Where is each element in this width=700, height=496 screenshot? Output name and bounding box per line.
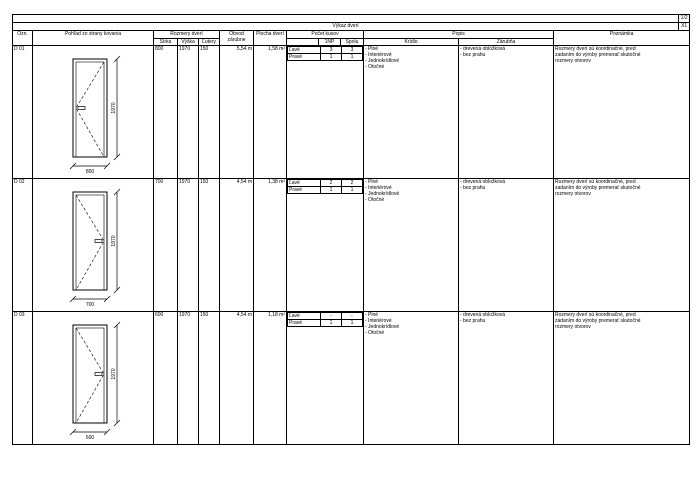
note-line: Rozmery dverí sú koordinačné, pred <box>555 46 636 52</box>
count-side-label: Pravé <box>288 54 321 61</box>
note-line: zadaním do výroby premerať skutočné <box>555 185 641 191</box>
door-elevation-drawing <box>33 46 154 178</box>
note-line: Rozmery dverí sú koordinačné, pred <box>555 312 636 318</box>
header-frame: Zárubňa <box>459 39 554 46</box>
door-elevation-drawing <box>33 179 154 311</box>
count-side-label: Pravé <box>288 320 321 327</box>
count-total-value: 3 <box>342 47 363 54</box>
door-height: 1970 <box>178 179 199 312</box>
door-thickness: 150 <box>199 312 220 445</box>
door-note <box>554 312 690 445</box>
count-floor-value: 1 <box>321 320 342 327</box>
frame-description-line: - drevená obložková <box>460 312 506 318</box>
door-width: 800 <box>154 46 178 179</box>
door-schedule-sheet <box>12 14 689 482</box>
door-width: 700 <box>154 179 178 312</box>
door-area: 1,58 m² <box>254 46 287 179</box>
door-drawing-cell <box>33 46 154 179</box>
door-counts-cell <box>287 46 364 179</box>
header-total: Spolu <box>341 39 364 46</box>
frame-description-line: - bez prahu <box>460 318 486 324</box>
door-width: 600 <box>154 312 178 445</box>
door-perimeter: 4,54 m <box>220 179 254 312</box>
header-code: Ozn. <box>13 31 33 46</box>
door-drawing-cell <box>33 312 154 445</box>
leaf-description-line: - Otočné <box>365 197 385 203</box>
door-row <box>13 312 690 445</box>
leaf-description-line: - Jednokrídlové <box>365 58 400 64</box>
header-count-side <box>287 39 319 46</box>
height-dimension-label: 1970 <box>111 235 117 247</box>
frame-description-line: - bez prahu <box>460 52 486 58</box>
header-count: Počet kusov <box>287 31 364 39</box>
door-counts-cell <box>287 312 364 445</box>
header-area: Plocha dverí <box>254 31 287 46</box>
door-handle <box>78 107 85 110</box>
door-counts-table <box>287 46 363 61</box>
count-side-label: Ľavé <box>288 180 321 187</box>
leaf-description-line: - Jednokrídlové <box>365 324 400 330</box>
door-frame-list <box>459 312 554 445</box>
count-side-label: Pravé <box>288 187 321 194</box>
header-leaf: Krídlo <box>364 39 459 46</box>
count-floor-value: 1 <box>321 187 342 194</box>
count-side-label: Ľavé <box>288 313 321 320</box>
count-floor-value: 1 <box>321 54 342 61</box>
note-line: zadaním do výroby premerať skutočné <box>555 318 641 324</box>
frame-description-line: - drevená obložková <box>460 46 506 52</box>
door-thickness: 150 <box>199 46 220 179</box>
door-height: 1970 <box>178 46 199 179</box>
door-area: 1,38 m² <box>254 179 287 312</box>
door-note <box>554 179 690 312</box>
header-note: Poznámka <box>554 31 690 46</box>
header-thickness: Ľutery <box>199 39 220 46</box>
door-leaf-list <box>364 179 459 312</box>
width-dimension-label: 700 <box>85 302 95 308</box>
width-dimension-label: 600 <box>85 435 95 441</box>
leaf-description-line: - Plné <box>365 312 379 318</box>
header-height: Výška <box>178 39 199 46</box>
leaf-description-line: - Interiérové <box>365 52 392 58</box>
leaf-description-line: - Jednokrídlové <box>365 191 400 197</box>
header-floor: 1NP <box>319 39 341 46</box>
count-total-value: - <box>342 313 363 320</box>
door-perimeter: 5,54 m <box>220 46 254 179</box>
height-dimension-label: 1970 <box>111 368 117 380</box>
leaf-description-line: - Otočné <box>365 330 385 336</box>
leaf-description-line: - Plné <box>365 46 379 52</box>
door-count-row <box>288 313 363 320</box>
count-floor-value: - <box>321 313 342 320</box>
door-counts-table <box>287 179 363 194</box>
frame-description-line: - bez prahu <box>460 185 486 191</box>
door-frame-list <box>459 179 554 312</box>
door-count-row <box>288 320 363 327</box>
door-drawing-cell <box>33 179 154 312</box>
door-thickness: 150 <box>199 179 220 312</box>
frame-description-line: - drevená obložková <box>460 179 506 185</box>
width-dimension-label: 800 <box>85 169 95 175</box>
door-note <box>554 46 690 179</box>
count-floor-value: 3 <box>321 47 342 54</box>
door-frame-list <box>459 46 554 179</box>
count-side-label: Ľavé <box>288 47 321 54</box>
door-code: D 01 <box>13 46 33 179</box>
leaf-description-line: - Otočné <box>365 64 385 70</box>
door-code: D 03 <box>13 312 33 445</box>
door-perimeter: 4,54 m <box>220 312 254 445</box>
count-total-value: 1 <box>342 54 363 61</box>
note-line: rozmery otvorov <box>555 324 591 330</box>
door-handle <box>95 240 102 243</box>
header-width: Šírka <box>154 39 178 46</box>
door-row <box>13 179 690 312</box>
height-dimension-label: 1970 <box>111 102 117 114</box>
door-count-row <box>288 47 363 54</box>
door-counts-cell <box>287 179 364 312</box>
count-total-value: 2 <box>342 180 363 187</box>
leaf-description-line: - Interiérové <box>365 185 392 191</box>
sheet-number: 1/2 <box>679 15 690 23</box>
header-dims: Rozmery dverí <box>154 31 220 39</box>
header-view: Pohľad zo strany kovania <box>33 31 154 46</box>
door-height: 1970 <box>178 312 199 445</box>
count-total-value: 1 <box>342 187 363 194</box>
header-desc: Popis <box>364 31 554 39</box>
header-perimeter: Obvod zárubne <box>220 31 254 46</box>
door-handle <box>95 373 102 376</box>
door-counts-table <box>287 312 363 327</box>
count-floor-value: 2 <box>321 180 342 187</box>
note-line: rozmery otvorov <box>555 191 591 197</box>
door-elevation-drawing <box>33 312 154 444</box>
count-total-value: 1 <box>342 320 363 327</box>
door-leaf-list <box>364 46 459 179</box>
leaf-description-line: - Interiérové <box>365 318 392 324</box>
door-row <box>13 46 690 179</box>
sheet-title: Výkaz dverí <box>13 23 679 31</box>
note-line: zadaním do výroby premerať skutočné <box>555 52 641 58</box>
door-code: D 02 <box>13 179 33 312</box>
sheet-mark: X1 <box>679 23 690 31</box>
note-line: Rozmery dverí sú koordinačné, pred <box>555 179 636 185</box>
door-leaf-list <box>364 312 459 445</box>
leaf-description-line: - Plné <box>365 179 379 185</box>
door-count-row <box>288 54 363 61</box>
door-count-row <box>288 187 363 194</box>
door-count-row <box>288 180 363 187</box>
door-area: 1,18 m² <box>254 312 287 445</box>
sheet-header-blank <box>13 15 679 23</box>
door-schedule-table <box>12 14 690 445</box>
note-line: rozmery otvorov <box>555 58 591 64</box>
